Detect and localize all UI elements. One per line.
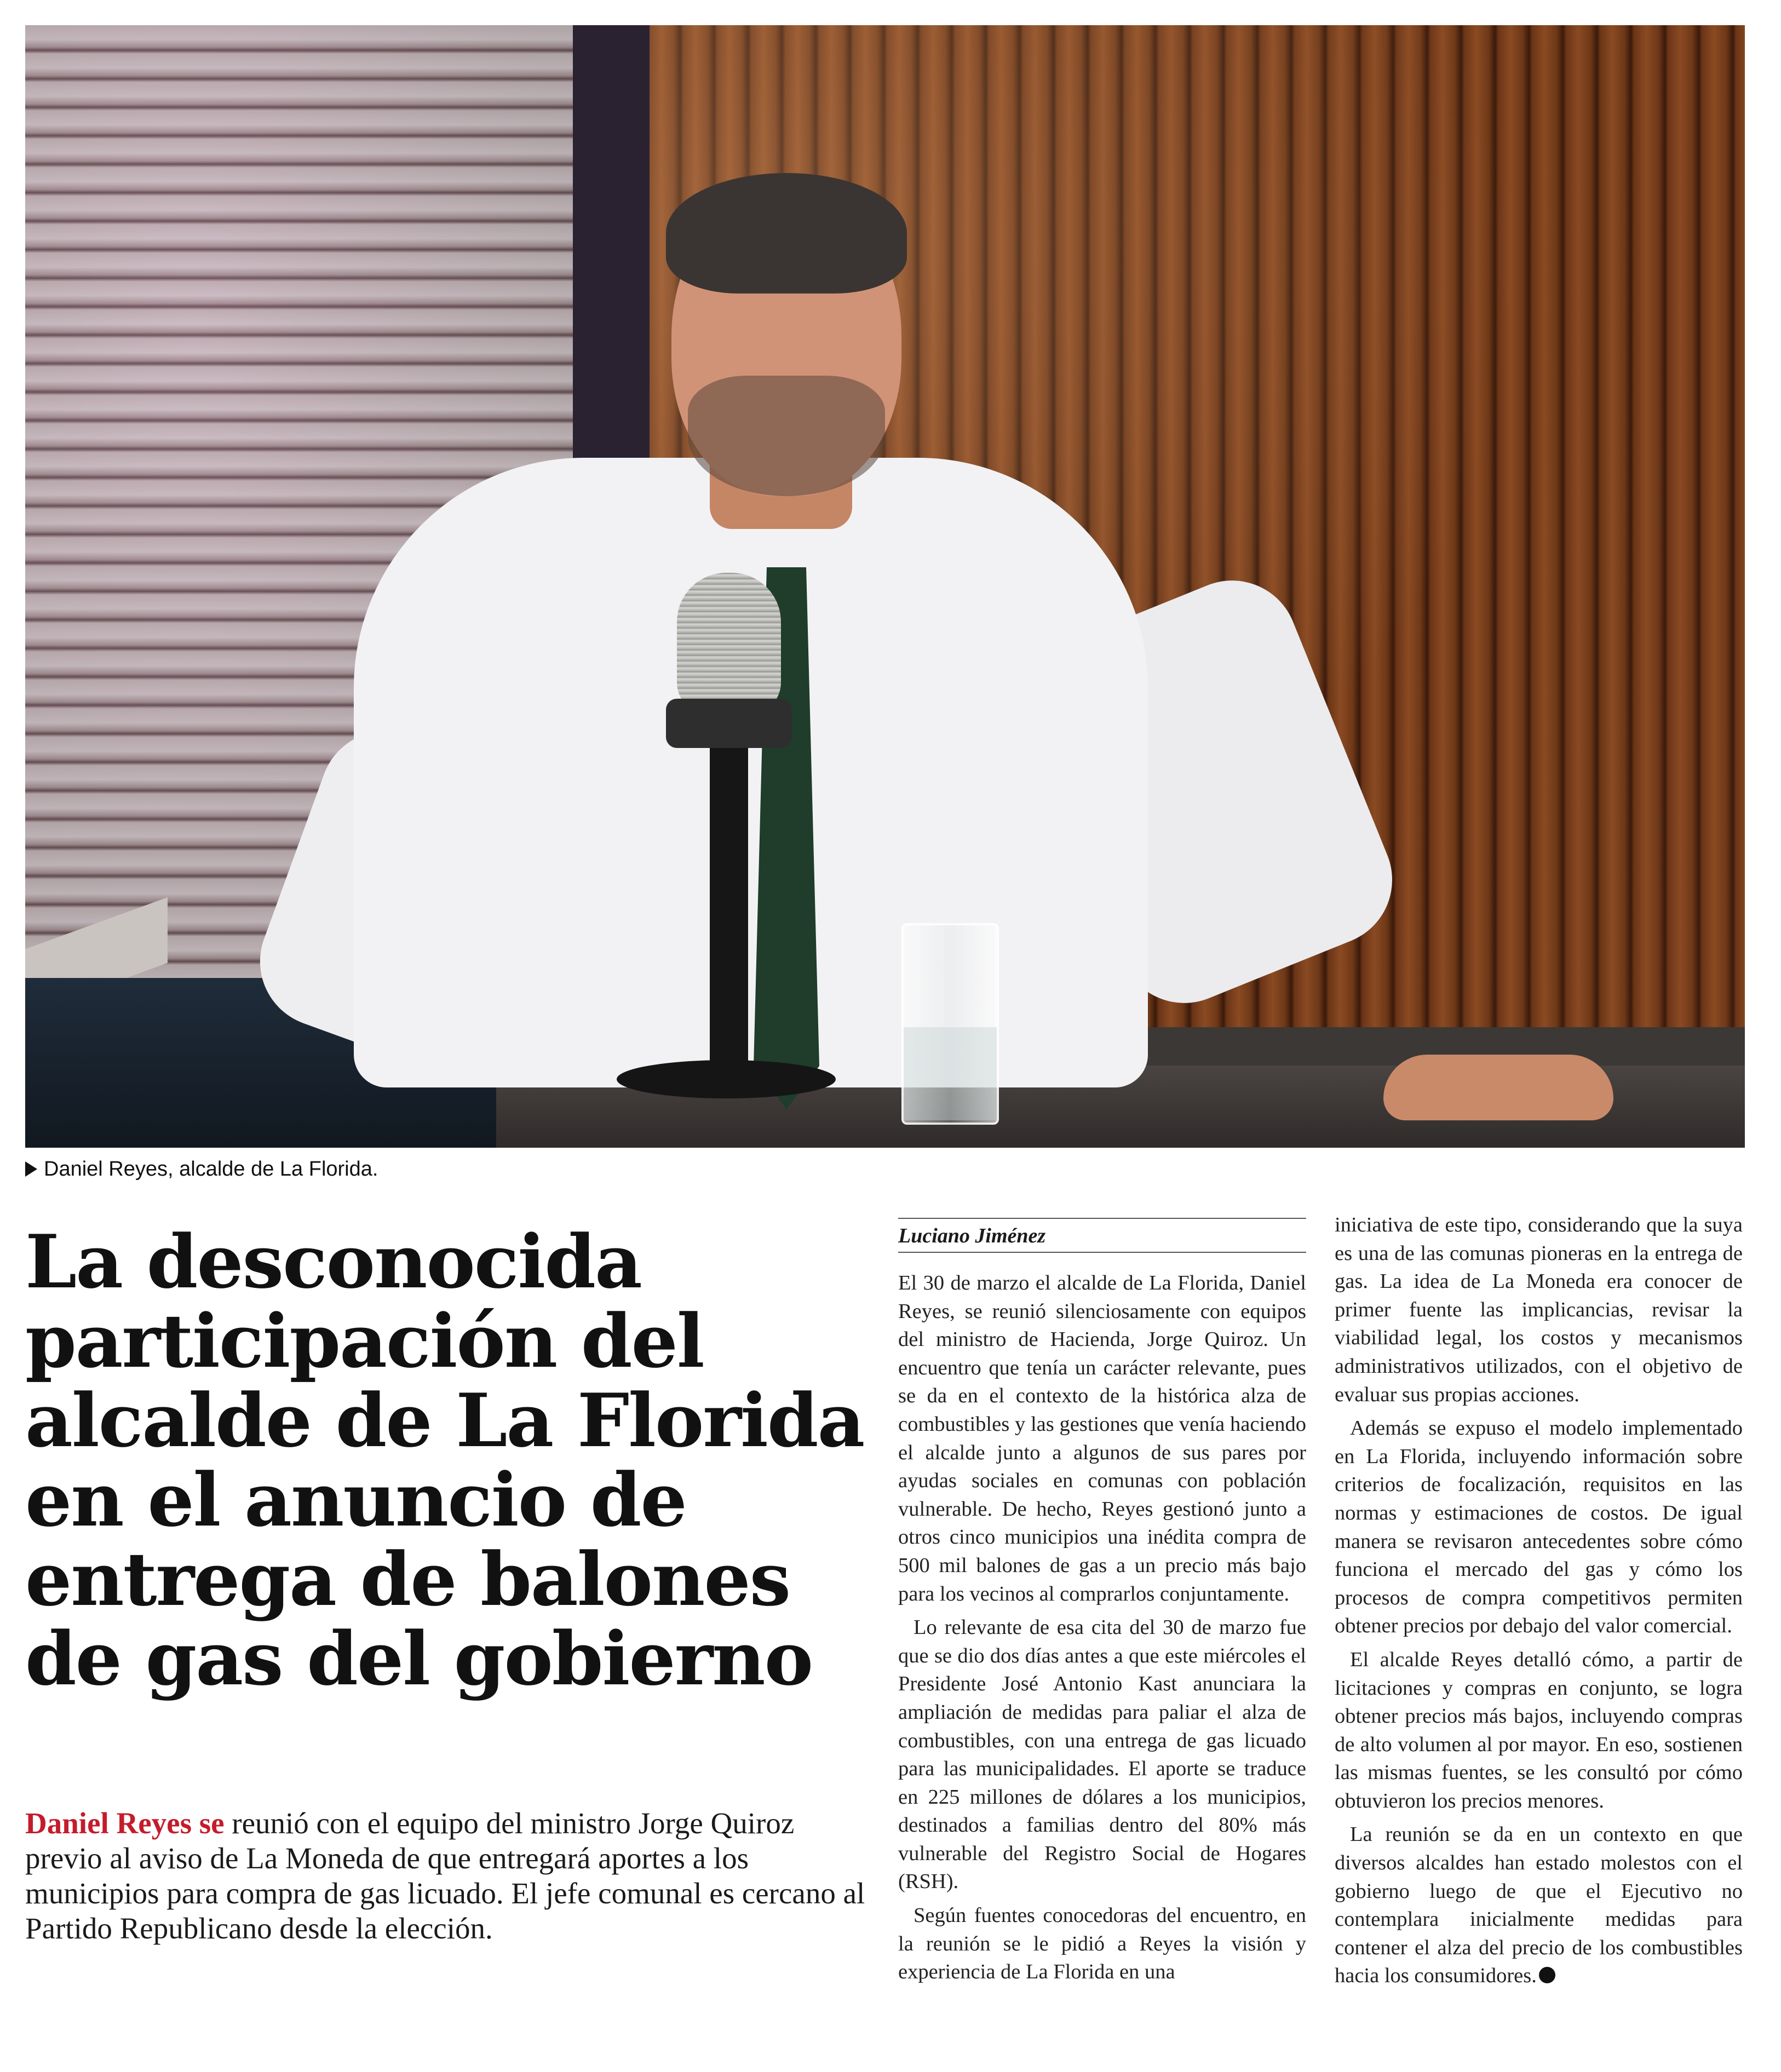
end-mark-icon: [1539, 1967, 1555, 1983]
body-paragraph: iniciativa de este tipo, considerando que la suya es una de las comunas pioneras en la entrega de gas. La idea de La Moneda era conocer de primer fuente las implicancias, revisar la viabilidad legal, los costos y mecanismos administrativos utilizados, con el objetivo de evaluar sus propias acciones.: [1335, 1213, 1743, 1406]
caption-text: Daniel Reyes, alcalde de La Florida.: [44, 1158, 378, 1181]
body-paragraph: El 30 de marzo el alcalde de La Florida, Daniel Reyes, se reunió silenciosamente con equipos del ministro de Hacienda, Jorge Quiroz. Un encuentro que tenía un carácter relevante, pues se da en el contexto de la histórica alza de combustibles y las gestiones que venía haciendo el alcalde junto a algunos de sus pares por ayudas sociales en comunas con población vulnerable. De hecho, Reyes gestionó junto a otros cinco municipios una inédita compra de 500 mil balones de gas a un precio más bajo para los vecinos al comprarlos conjuntamente.: [898, 1271, 1306, 1605]
microphone-stand: [710, 737, 748, 1077]
body-column-1: [898, 1269, 1306, 1992]
hand-on-desk: [1383, 1055, 1613, 1120]
lead-text: reunió con el equipo del ministro Jorge Quiroz previo al aviso de La Moneda de que entregará aportes a los municipios para compra de gas licuado. El jefe comunal es cercano al Partido Republicano desde la elección.: [25, 1806, 865, 1945]
body-paragraph: Lo relevante de esa cita del 30 de marzo fue que se dio dos días antes a que este miércoles el Presidente José Antonio Kast anunciara la ampliación de medidas para paliar el alza de combustibles, con una entrega de gas licuado para las municipalidades. El aporte se traduce en 225 millones de dólares a los municipios, destinados a familias dentro del 80% más vulnerable del Registro Social de Hogares (RSH).: [898, 1616, 1306, 1893]
microphone: [677, 573, 781, 715]
lead-paragraph: [25, 1806, 869, 1946]
body-paragraph-text: La reunión se da en un contexto en que diversos alcaldes han estado molestos con el gobierno luego de que el Ejecutivo no contemplara inicialmente medidas para contener el alza del precio de los combustibles hacia los consumidores.: [1335, 1823, 1743, 1988]
photo-caption: [25, 1158, 378, 1181]
white-shirt: [354, 458, 1148, 1087]
article-photo: [25, 25, 1745, 1148]
body-column-2: [1335, 1211, 1743, 1996]
body-paragraph: Según fuentes conocedoras del encuentro, en la reunión se le pidió a Reyes la visión y experiencia de La Florida en una: [898, 1904, 1306, 1984]
body-paragraph: Además se expuso el modelo implementado en La Florida, incluyendo información sobre criterios de focalización, requisitos en las normas y estimaciones de costos. De igual manera se revisaron antecedentes sobre cómo funciona el mercado del gas y cómo los procesos de compra competitivos permiten obtener precios por debajo del valor comercial.: [1335, 1417, 1743, 1638]
person-figure: [25, 25, 1745, 1148]
byline: Luciano Jiménez: [898, 1224, 1046, 1247]
triangle-icon: [25, 1161, 37, 1177]
body-paragraph: El alcalde Reyes detalló cómo, a partir de licitaciones y compras en conjunto, se logra obtener precios más bajos, incluyendo compras de alto volumen al por mayor. En eso, sostienen las mismas fuentes, se les consultó por cómo obtuvieron los precios menores.: [1335, 1648, 1743, 1812]
headline: La desconocida participación del alcalde de La Florida en el anuncio de entrega de balones de gas del gobierno: [25, 1218, 864, 1702]
divider: [898, 1252, 1306, 1253]
lead-highlight: Daniel Reyes se: [25, 1806, 225, 1840]
byline-block: [898, 1218, 1306, 1253]
body-paragraph: [1335, 1821, 1743, 1990]
